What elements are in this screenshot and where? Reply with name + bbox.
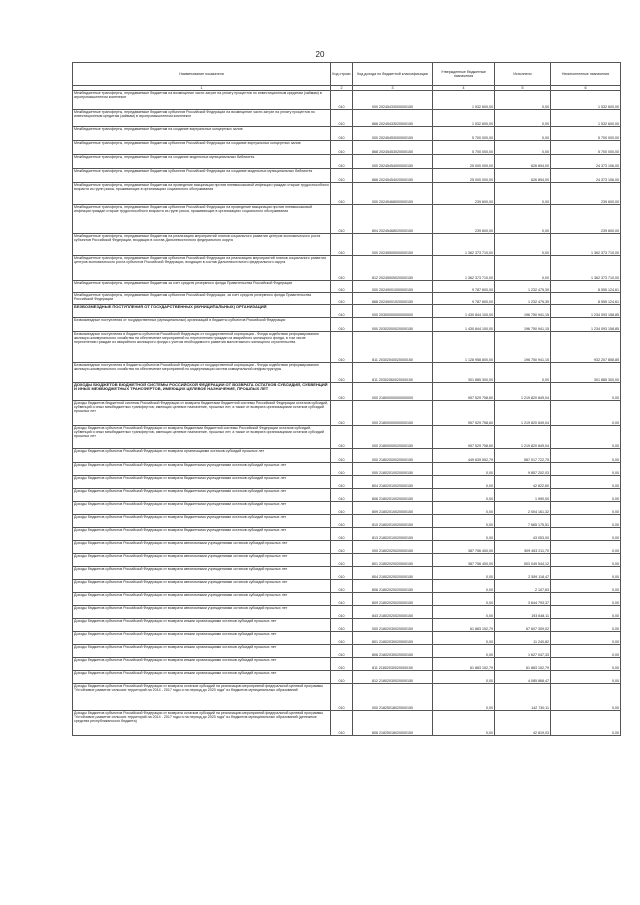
row-unexecuted: 0,00: [551, 619, 621, 632]
table-row: [73, 155, 621, 169]
row-unexecuted: 0,00: [551, 528, 621, 541]
row-executed: 0,00: [495, 110, 551, 127]
row-unexecuted: 0,00: [551, 502, 621, 515]
row-unexecuted: 1 362 373 710,00: [551, 234, 621, 256]
header-name: Наименование показателя: [73, 63, 331, 86]
row-unexecuted: 0,00: [551, 463, 621, 476]
table-row: [73, 205, 621, 234]
row-name: Доходы бюджетов субъектов Российской Федерации от возврата бюджетными учреждениями остатков субсидий прошлых лет: [73, 489, 331, 502]
row-name: Межбюджетные трансферты, передаваемые бюджетам на создание виртуальных концертных залов: [73, 127, 331, 141]
row-executed: 4 085 868,47: [495, 671, 551, 684]
row-executed: 1 232 475,39: [495, 293, 551, 305]
row-name: Межбюджетные трансферты, передаваемые бюджетам на создание модельных муниципальных библиотек: [73, 155, 331, 169]
row-executed: 1 219 820 849,04: [495, 401, 551, 426]
row-approved: 239 600,00: [433, 205, 495, 234]
row-line-code: 010: [331, 541, 353, 554]
page-number: 20: [315, 50, 325, 59]
row-executed: 1 627 047,33: [495, 645, 551, 658]
table-row: [73, 332, 621, 363]
row-name: ДОХОДЫ БЮДЖЕТОВ БЮДЖЕТНОЙ СИСТЕМЫ РОССИЙСКОЙ ФЕДЕРАЦИИ ОТ ВОЗВРАТА ОСТАТКОВ СУБСИДИЙ, СУБВЕНЦИЙ И ИНЫХ МЕЖБЮДЖЕТНЫХ ТРАНСФЕРТОВ, ИМЕЮЩИХ ЦЕЛЕВОЕ НАЗНАЧЕНИЕ, ПРОШЛЫХ ЛЕТ: [73, 383, 331, 401]
row-approved: 0,00: [433, 580, 495, 593]
table-row: [73, 580, 621, 593]
row-income-code: 000 20245505000000150: [353, 234, 433, 256]
row-unexecuted: 24 373 106,00: [551, 155, 621, 169]
row-line-code: 010: [331, 383, 353, 401]
row-income-code: 809 21802010020000150: [353, 502, 433, 515]
table-row: [73, 91, 621, 110]
table-body: [73, 91, 621, 736]
table-row: [73, 426, 621, 449]
row-name: Межбюджетные трансферты, передаваемые бюджетам на реализацию мероприятий планов социального развития центров экономического роста субъектов Российской Федерации, входящих в состав Дальневосточного федерального округа: [73, 234, 331, 256]
row-unexecuted: 0,00: [551, 401, 621, 426]
table-row: [73, 554, 621, 567]
row-line-code: 010: [331, 155, 353, 169]
table-row: [73, 293, 621, 305]
row-line-code: 010: [331, 554, 353, 567]
table-row: [73, 476, 621, 489]
row-unexecuted: 0,00: [551, 426, 621, 449]
row-approved: 5 700 000,00: [433, 141, 495, 155]
row-name: Межбюджетные трансферты, передаваемые бюджетам субъектов Российской Федерации на реализацию мероприятий планов социального развития центров экономического роста субъектов Российской Федерации, входящих в состав Дальневосточного федерального округа: [73, 256, 331, 281]
header-approved: Утвержденные бюджетные назначения: [433, 63, 495, 86]
row-approved: 0,00: [433, 645, 495, 658]
row-executed: 0,00: [495, 183, 551, 205]
row-approved: 0,00: [433, 502, 495, 515]
row-executed: 0,00: [495, 91, 551, 110]
column-number: 5: [495, 86, 551, 91]
row-unexecuted: 0,00: [551, 449, 621, 463]
table-row: [73, 183, 621, 205]
row-unexecuted: 0,00: [551, 711, 621, 736]
header-executed: Исполнено: [495, 63, 551, 86]
row-line-code: 010: [331, 515, 353, 528]
table-row: [73, 401, 621, 426]
row-name: Межбюджетные трансферты, передаваемые бюджетам субъектов Российской Федерации на возмещение части затрат на уплату процентов по инвестиционным кредитам (займам) в агропромышленном комплексе: [73, 110, 331, 127]
row-income-code: 000 20245433000000150: [353, 91, 433, 110]
row-approved: 9 787 600,00: [433, 281, 495, 293]
row-executed: 3 644 793,37: [495, 593, 551, 606]
row-name: Межбюджетные трансферты, передаваемые бюджетам за счет средств резервного фонда Правительства Российской Федерации: [73, 281, 331, 293]
row-name: Доходы бюджетов субъектов Российской Федерации от возврата иными организациями остатков субсидий прошлых лет: [73, 632, 331, 645]
row-unexecuted: 239 600,00: [551, 205, 621, 234]
row-executed: 196 750 941,15: [495, 332, 551, 363]
row-income-code: 000 21825018020000150: [353, 684, 433, 711]
row-unexecuted: 0,00: [551, 515, 621, 528]
row-executed: 0,00: [495, 234, 551, 256]
table-row: [73, 593, 621, 606]
row-unexecuted: 1 532 600,00: [551, 110, 621, 127]
row-line-code: 010: [331, 332, 353, 363]
table-row: [73, 141, 621, 155]
row-executed: 509 453 211,70: [495, 541, 551, 554]
row-unexecuted: 0,00: [551, 554, 621, 567]
table-row: [73, 502, 621, 515]
row-income-code: 804 21802010020000150: [353, 476, 433, 489]
row-income-code: 868 20245433020000150: [353, 110, 433, 127]
row-executed: 193 648,11: [495, 606, 551, 619]
row-approved: 0,00: [433, 711, 495, 736]
row-approved: 0,00: [433, 515, 495, 528]
row-income-code: 000 20249001000000150: [353, 281, 433, 293]
row-approved: 0,00: [433, 463, 495, 476]
row-unexecuted: 0,00: [551, 567, 621, 580]
row-name: Доходы бюджетов субъектов Российской Федерации от возврата остатков субсидий на реализацию мероприятий федеральной целевой программы "Устойчивое развитие сельских территорий на 2014 - 2017 годы и на период до 2020 года" из бюджетов муниципальных образований (денежные средства республиканского бюджета): [73, 711, 331, 736]
row-income-code: 806 21802010020000150: [353, 489, 433, 502]
row-unexecuted: 0,00: [551, 541, 621, 554]
table-row: [73, 234, 621, 256]
row-name: Доходы бюджетов субъектов Российской Федерации от возврата бюджетными учреждениями остатков субсидий прошлых лет: [73, 463, 331, 476]
row-executed: 626 894,00: [495, 155, 551, 169]
row-approved: 0,00: [433, 476, 495, 489]
row-income-code: 000 20300000000000000: [353, 305, 433, 318]
table-row: [73, 645, 621, 658]
row-unexecuted: 0,00: [551, 671, 621, 684]
row-unexecuted: 0,00: [551, 684, 621, 711]
row-line-code: 010: [331, 141, 353, 155]
row-income-code: 804 21802020020000150: [353, 567, 433, 580]
row-executed: 142 730,11: [495, 684, 551, 711]
row-line-code: 010: [331, 183, 353, 205]
row-income-code: 809 21802020020000150: [353, 593, 433, 606]
row-unexecuted: 0,00: [551, 658, 621, 671]
row-unexecuted: 8 555 124,61: [551, 293, 621, 305]
row-executed: 43 053,00: [495, 528, 551, 541]
table-row: [73, 658, 621, 671]
table-row: [73, 463, 621, 476]
row-income-code: 801 21802030020000150: [353, 632, 433, 645]
row-income-code: 812 21802030020000150: [353, 671, 433, 684]
row-income-code: 806 21802020020000150: [353, 580, 433, 593]
row-name: Доходы бюджетов субъектов Российской Федерации от возврата бюджетными учреждениями остатков субсидий прошлых лет: [73, 515, 331, 528]
row-line-code: 010: [331, 658, 353, 671]
table-row: [73, 489, 621, 502]
row-name: Доходы бюджетов субъектов Российской Федерации от возврата автономными учреждениями остатков субсидий прошлых лет: [73, 541, 331, 554]
table-row: [73, 169, 621, 183]
row-line-code: 010: [331, 449, 353, 463]
column-number: 3: [353, 86, 433, 91]
table-row: [73, 383, 621, 401]
row-income-code: 000 21802000020000150: [353, 449, 433, 463]
row-income-code: 811 20302060020000150: [353, 363, 433, 383]
row-executed: 9 857 202,03: [495, 463, 551, 476]
row-line-code: 010: [331, 684, 353, 711]
table-row: [73, 318, 621, 332]
row-name: Доходы бюджетов субъектов Российской Федерации от возврата бюджетными учреждениями остатков субсидий прошлых лет: [73, 502, 331, 515]
row-line-code: 010: [331, 127, 353, 141]
row-line-code: 010: [331, 401, 353, 426]
row-line-code: 010: [331, 567, 353, 580]
row-income-code: 000 20245454000000150: [353, 155, 433, 169]
row-line-code: 010: [331, 318, 353, 332]
row-name: Доходы бюджетов субъектов Российской Федерации от возврата автономными учреждениями остатков субсидий прошлых лет: [73, 593, 331, 606]
row-executed: 626 894,00: [495, 169, 551, 183]
row-name: Доходы бюджетов субъектов Российской Федерации от возврата организациями остатков субсидий прошлых лет: [73, 449, 331, 463]
row-income-code: 000 20245453000000150: [353, 127, 433, 141]
row-executed: 1 219 820 849,04: [495, 383, 551, 401]
row-executed: 2 107,63: [495, 580, 551, 593]
row-approved: 0,00: [433, 489, 495, 502]
row-line-code: 010: [331, 169, 353, 183]
row-income-code: 000 21802030020000150: [353, 619, 433, 632]
row-income-code: 000 20302000020000150: [353, 318, 433, 332]
row-name: Доходы бюджетов субъектов Российской Федерации от возврата бюджетными учреждениями остатков субсидий прошлых лет: [73, 476, 331, 489]
row-line-code: 010: [331, 593, 353, 606]
table-row: [73, 528, 621, 541]
column-number: 2: [331, 86, 353, 91]
row-approved: 1 362 373 710,00: [433, 256, 495, 281]
row-approved: 1 362 373 710,00: [433, 234, 495, 256]
row-executed: 7 665 175,51: [495, 515, 551, 528]
row-income-code: 810 21802010020000150: [353, 515, 433, 528]
row-approved: 1 430 844 100,00: [433, 305, 495, 318]
row-unexecuted: 0,00: [551, 645, 621, 658]
header-income-code: Код дохода по бюджетной классификации: [353, 63, 433, 86]
row-line-code: 010: [331, 671, 353, 684]
row-line-code: 010: [331, 645, 353, 658]
row-line-code: 010: [331, 363, 353, 383]
row-name: Доходы бюджетов субъектов Российской Федерации от возврата бюджетными учреждениями остатков субсидий прошлых лет: [73, 528, 331, 541]
row-line-code: 010: [331, 580, 353, 593]
row-approved: 0,00: [433, 528, 495, 541]
row-approved: 0,00: [433, 684, 495, 711]
row-line-code: 010: [331, 463, 353, 476]
row-executed: 196 750 941,15: [495, 318, 551, 332]
row-line-code: 010: [331, 110, 353, 127]
row-income-code: 868 20249001020000150: [353, 293, 433, 305]
header-unexecuted: Неисполненные назначения: [551, 63, 621, 86]
row-unexecuted: 1 362 373 710,00: [551, 256, 621, 281]
row-income-code: 000 21802010020000150: [353, 463, 433, 476]
row-income-code: 812 20245505020000150: [353, 256, 433, 281]
row-executed: 2 559 118,47: [495, 567, 551, 580]
row-approved: 0,00: [433, 593, 495, 606]
row-approved: 1 430 844 100,00: [433, 318, 495, 332]
row-income-code: 868 20245454020000150: [353, 169, 433, 183]
table-row: [73, 305, 621, 318]
row-name: Доходы бюджетов субъектов Российской Федерации от возврата автономными учреждениями остатков субсидий прошлых лет: [73, 580, 331, 593]
row-income-code: 811 20302040020000150: [353, 332, 433, 363]
row-name: Межбюджетные трансферты, передаваемые бюджетам на проведение вакцинации против пневмококковой инфекции граждан старше трудоспособного возраста из групп риска, проживающих в организациях социального обслуживания: [73, 183, 331, 205]
row-name: Доходы бюджетов субъектов Российской Федерации от возврата автономными учреждениями остатков субсидий прошлых лет: [73, 606, 331, 619]
row-approved: 449 639 552,79: [433, 449, 495, 463]
row-approved: 5 700 000,00: [433, 127, 495, 141]
table-row: [73, 110, 621, 127]
row-income-code: 000 21800000000000000: [353, 383, 433, 401]
row-unexecuted: 0,00: [551, 593, 621, 606]
row-unexecuted: 1 234 093 158,85: [551, 318, 621, 332]
row-line-code: 010: [331, 281, 353, 293]
row-unexecuted: 1 532 600,00: [551, 91, 621, 110]
row-name: Безвозмездные поступления в бюджеты субъектов Российской Федерации от государственной корпорации - Фонда содействия реформированию жилищно-коммунального хозяйства на обеспечение мероприятий по модернизации систем коммунальной инфраструктуры: [73, 363, 331, 383]
row-name: БЕЗВОЗМЕЗДНЫЕ ПОСТУПЛЕНИЯ ОТ ГОСУДАРСТВЕННЫХ (МУНИЦИПАЛЬНЫХ) ОРГАНИЗАЦИЙ: [73, 305, 331, 318]
row-name: Межбюджетные трансферты, передаваемые бюджетам на возмещение части затрат на уплату процентов по инвестиционным кредитам (займам) в агропромышленном комплексе: [73, 91, 331, 110]
table-row: [73, 711, 621, 736]
row-unexecuted: 0,00: [551, 383, 621, 401]
row-approved: 0,00: [433, 671, 495, 684]
table-row: [73, 515, 621, 528]
table-row: [73, 684, 621, 711]
row-name: Доходы бюджетов субъектов Российской Федерации от возврата автономными учреждениями остатков субсидий прошлых лет: [73, 554, 331, 567]
table-row: [73, 281, 621, 293]
row-executed: 503 049 544,12: [495, 554, 551, 567]
row-unexecuted: 0,00: [551, 606, 621, 619]
row-approved: 0,00: [433, 567, 495, 580]
row-income-code: 843 21802020020000150: [353, 606, 433, 619]
row-income-code: 801 21802020020000150: [353, 554, 433, 567]
row-line-code: 010: [331, 619, 353, 632]
row-name: Межбюджетные трансферты, передаваемые бюджетам субъектов Российской Федерации, за счет средств резервного фонда Правительства Российской Федерации: [73, 293, 331, 305]
row-income-code: 813 21802010020000150: [353, 528, 433, 541]
row-line-code: 010: [331, 489, 353, 502]
table-row: [73, 541, 621, 554]
row-approved: 0,00: [433, 632, 495, 645]
table-row: [73, 619, 621, 632]
row-name: Доходы бюджетов субъектов Российской Федерации от возврата остатков субсидий на реализацию мероприятий федеральной целевой программы "Устойчивое развитие сельских территорий на 2014 - 2017 годы и на период до 2020 года" из бюджетов муниципальных образований: [73, 684, 331, 711]
row-income-code: 868 20245453020000150: [353, 141, 433, 155]
budget-execution-table: [72, 62, 621, 736]
row-income-code: 806 21825018020000150: [353, 711, 433, 736]
table-row: [73, 127, 621, 141]
row-approved: 1 128 958 800,00: [433, 332, 495, 363]
row-line-code: 010: [331, 234, 353, 256]
row-line-code: 010: [331, 606, 353, 619]
row-line-code: 010: [331, 426, 353, 449]
row-line-code: 010: [331, 305, 353, 318]
row-line-code: 010: [331, 91, 353, 110]
column-number: 6: [551, 86, 621, 91]
row-name: Доходы бюджетов субъектов Российской Федерации от возврата иными организациями остатков субсидий прошлых лет: [73, 658, 331, 671]
row-line-code: 010: [331, 502, 353, 515]
row-income-code: 000 21800000000000150: [353, 401, 433, 426]
row-approved: 957 529 758,60: [433, 426, 495, 449]
row-executed: 1 219 820 849,04: [495, 426, 551, 449]
row-unexecuted: 5 700 000,00: [551, 141, 621, 155]
row-unexecuted: 0,00: [551, 476, 621, 489]
row-unexecuted: 1 234 093 158,85: [551, 305, 621, 318]
row-approved: 301 885 300,00: [433, 363, 495, 383]
row-name: Межбюджетные трансферты, передаваемые бюджетам субъектов Российской Федерации на создание модельных муниципальных библиотек: [73, 169, 331, 183]
table-row: [73, 632, 621, 645]
row-executed: 61 883 152,79: [495, 658, 551, 671]
row-executed: 587 017 722,75: [495, 449, 551, 463]
column-number: 1: [73, 86, 331, 91]
row-name: Доходы бюджетов субъектов Российской Федерации от возврата иными организациями остатков субсидий прошлых лет: [73, 645, 331, 658]
row-line-code: 010: [331, 205, 353, 234]
row-approved: 387 756 400,00: [433, 541, 495, 554]
row-name: Межбюджетные трансферты, передаваемые бюджетам субъектов Российской Федерации на создание виртуальных концертных залов: [73, 141, 331, 155]
row-approved: 9 787 600,00: [433, 293, 495, 305]
row-income-code: 000 21800000020000150: [353, 426, 433, 449]
row-line-code: 010: [331, 256, 353, 281]
row-executed: 0,00: [495, 141, 551, 155]
row-income-code: 804 20245468020000150: [353, 205, 433, 234]
row-unexecuted: 5 700 000,00: [551, 127, 621, 141]
row-approved: 387 756 400,00: [433, 554, 495, 567]
row-name: Доходы бюджетов субъектов Российской Федерации от возврата бюджетами бюджетной системы Российской Федерации остатков субсидий, субвенций и иных межбюджетных трансфертов, имеющих целевое назначение, прошлых лет, а также от возврата организациями остатков субсидий прошлых лет: [73, 426, 331, 449]
row-executed: 0,00: [495, 256, 551, 281]
row-executed: 42 819,03: [495, 711, 551, 736]
row-unexecuted: 932 207 858,85: [551, 332, 621, 363]
row-executed: 0,00: [495, 127, 551, 141]
row-income-code: 000 21802020020000150: [353, 541, 433, 554]
row-name: Доходы бюджетов субъектов Российской Федерации от возврата иными организациями остатков субсидий прошлых лет: [73, 619, 331, 632]
row-executed: 11 240,82: [495, 632, 551, 645]
row-name: Доходы бюджетов бюджетной системы Российской Федерации от возврата бюджетами бюджетной системы Российской Федерации остатков субсидий, субвенций и иных межбюджетных трансфертов, имеющих целевое назначение, прошлых лет, а также от возврата организациями остатков субсидий прошлых лет: [73, 401, 331, 426]
table-row: [73, 671, 621, 684]
column-number: 4: [433, 86, 495, 91]
row-name: Доходы бюджетов субъектов Российской Федерации от возврата автономными учреждениями остатков субсидий прошлых лет: [73, 567, 331, 580]
row-income-code: 000 20245468000000150: [353, 183, 433, 205]
row-executed: 42 822,60: [495, 476, 551, 489]
row-executed: 1 990,00: [495, 489, 551, 502]
table-row: [73, 567, 621, 580]
row-executed: 1 232 475,39: [495, 281, 551, 293]
row-approved: 1 532 600,00: [433, 91, 495, 110]
row-unexecuted: 239 600,00: [551, 183, 621, 205]
row-line-code: 010: [331, 632, 353, 645]
row-approved: 1 532 600,00: [433, 110, 495, 127]
row-unexecuted: 301 885 300,00: [551, 363, 621, 383]
row-approved: 61 883 152,79: [433, 658, 495, 671]
row-approved: 25 000 000,00: [433, 155, 495, 169]
table-row: [73, 363, 621, 383]
row-executed: 0,00: [495, 205, 551, 234]
row-line-code: 010: [331, 711, 353, 736]
row-name: Доходы бюджетов субъектов Российской Федерации от возврата иными организациями остатков субсидий прошлых лет: [73, 671, 331, 684]
row-approved: 957 529 758,60: [433, 383, 495, 401]
row-approved: 957 529 758,60: [433, 401, 495, 426]
table-row: [73, 256, 621, 281]
table-row: [73, 606, 621, 619]
row-approved: 239 600,00: [433, 183, 495, 205]
row-unexecuted: 0,00: [551, 632, 621, 645]
row-name: Безвозмездные поступления в бюджеты субъектов Российской Федерации от государственной корпорации - Фонда содействия реформированию жилищно-коммунального хозяйства на обеспечение мероприятий по переселению граждан из аварийного жилищного фонда, в том числе переселению граждан из аварийного жилищного фонда с учетом необходимости развития малоэтажного жилищного строительства: [73, 332, 331, 363]
header-line-code: Код строки: [331, 63, 353, 86]
table-header-row: [73, 63, 621, 86]
row-unexecuted: 8 555 124,61: [551, 281, 621, 293]
table-row: [73, 449, 621, 463]
row-approved: 25 000 000,00: [433, 169, 495, 183]
row-executed: 196 750 941,15: [495, 305, 551, 318]
row-unexecuted: 0,00: [551, 489, 621, 502]
row-executed: 67 607 309,02: [495, 619, 551, 632]
row-line-code: 010: [331, 476, 353, 489]
row-unexecuted: 0,00: [551, 580, 621, 593]
row-executed: 0,00: [495, 363, 551, 383]
row-approved: 0,00: [433, 606, 495, 619]
row-income-code: 811 21802030020000150: [353, 658, 433, 671]
row-name: Безвозмездные поступления от государственных (муниципальных) организаций в бюджеты субъектов Российской Федерации: [73, 318, 331, 332]
row-executed: 2 004 161,32: [495, 502, 551, 515]
row-line-code: 010: [331, 528, 353, 541]
row-approved: 61 883 152,79: [433, 619, 495, 632]
row-income-code: 806 21802030020000150: [353, 645, 433, 658]
row-name: Межбюджетные трансферты, передаваемые бюджетам субъектов Российской Федерации на проведение вакцинации против пневмококковой инфекции граждан старше трудоспособного возраста из групп риска, проживающих в организациях социального обслуживания: [73, 205, 331, 234]
row-line-code: 010: [331, 293, 353, 305]
row-unexecuted: 24 373 106,00: [551, 169, 621, 183]
